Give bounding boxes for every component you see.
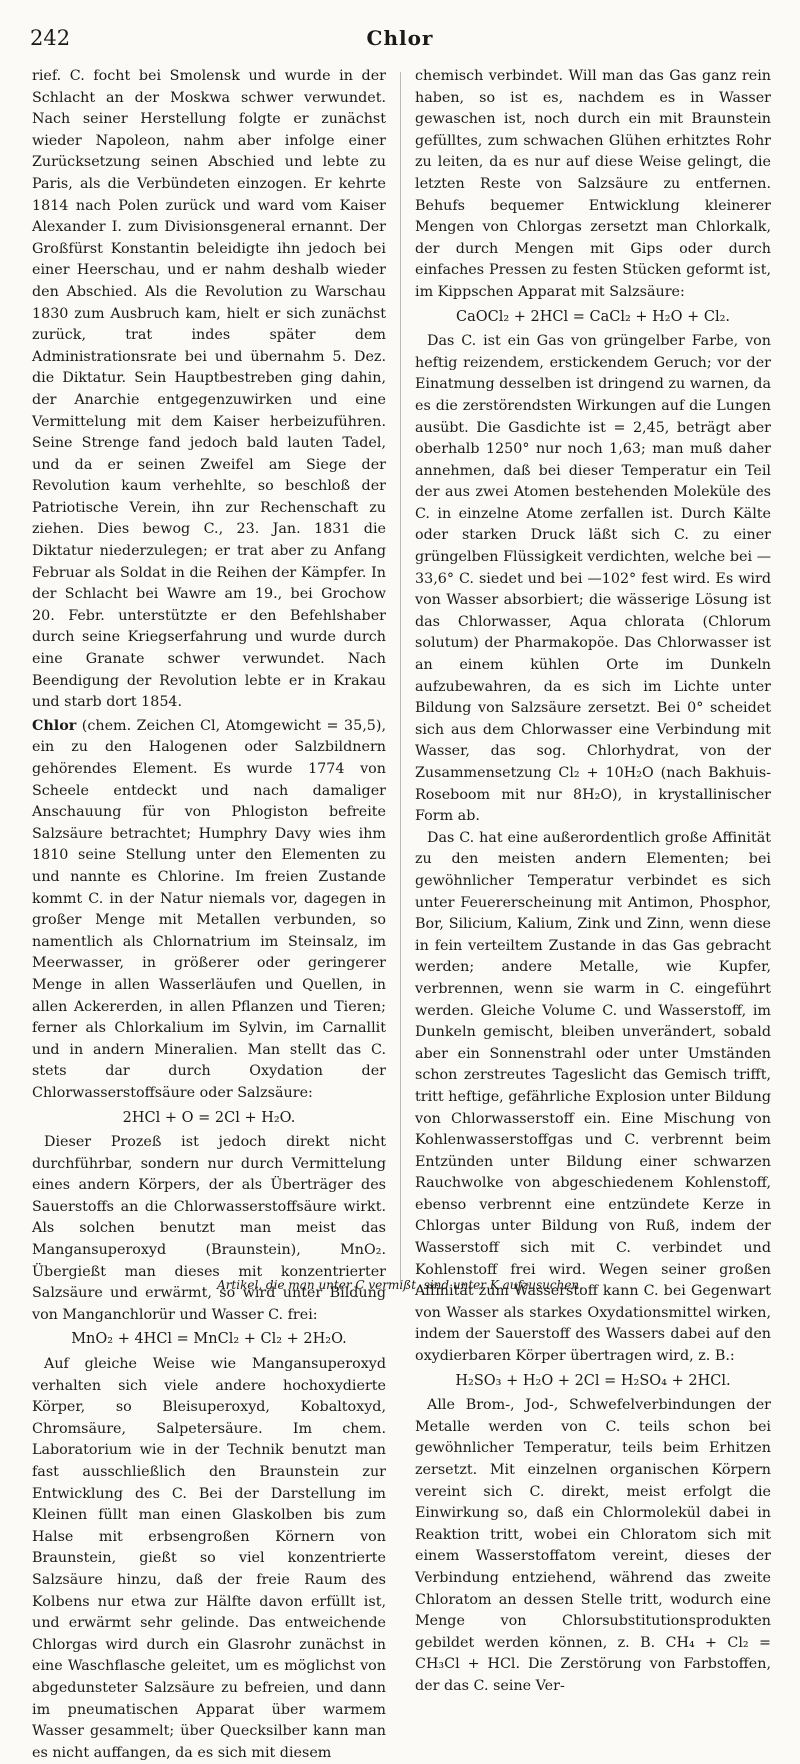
paragraph: rief. C. focht bei Smolensk und wurde in der Schlacht an der Moskwa schwer verwundet. Nach seiner Herstellung folgte er zunächst wieder Napoleon, nahm aber infolge einer Zurücksetzung seinen Abschied und lebte zu Paris, als die Verbündeten einzogen. Er kehrte 1814 nach Polen zurück und ward vom Kaiser Alexander I. zum Divisionsgeneral ernannt. Der Großfürst Konstantin beleidigte ihn jedoch bei einer Heerschau, und er nahm deshalb wieder den Abschied. Als die Revolution zu Warschau 1830 zum Ausbruch kam, hielt er sich zunächst zurück, trat indes später dem Administrationsrate bei und übernahm 5. Dez. die Diktatur. Sein Hauptbestreben ging dahin, der Anarchie entgegenzuwirken und eine Vermittelung mit dem Kaiser herbeizuführen. Seine Strenge fand jedoch bald lauten Tadel, und da er seinen Zweifel am Siege der Revolution kaum verhehlte, so beschloß der Patriotische Verein, ihn zur Rechenschaft zu ziehen. Dies bewog C., 23. Jan. 1831 die Diktatur niederzulegen; er trat aber zu Anfang Februar als Soldat in die Reihen der Kämpfer. In der Schlacht bei Wawre am 19., bei Grochow 20. Febr. unterstützte er den Befehlshaber durch seine Kriegserfahrung und wurde durch eine Granate schwer verwundet. Nach Beendigung der Revolution lebte er in Krakau und starb dort 1854. — [32, 68, 386, 711]
footer-note: Artikel, die man unter C vermißt, sind unter K aufzusuchen. — [217, 1278, 583, 1292]
paragraph: chemisch verbindet. Will man das Gas ganz rein haben, so ist es, nachdem es in Wasser gewaschen ist, noch durch ein mit Braunstein gefülltes, zum schwachen Glühen erhitztes Rohr zu leiten, da es nur auf diese Weise gelingt, die letzten Reste von Salzsäure zu entfernen. Behufs bequemer Entwicklung kleinerer Mengen von Chlorgas zersetzt man Chlorkalk, der durch Mengen mit Gips oder durch einfaches Pressen zu festen Stücken geformt ist, im Kippschen Apparat mit Salzsäure: — [415, 68, 771, 300]
formula: H₂SO₃ + H₂O + 2Cl = H₂SO₄ + 2HCl. — [455, 1372, 731, 1389]
paragraph: Auf gleiche Weise wie Mangansuperoxyd verhalten sich viele andere hochoxydierte Körper, so Bleisuperoxyd, Kobaltoxyd, Chromsäure, Salpetersäure. Im chem. Laboratorium wie in der Technik benutzt man fast ausschließlich den Braunstein zur Entwicklung des C. Bei der Darstellung im Kleinen füllt man einen Glaskolben bis zum Halse mit erbsengroßen Körnern von Braunstein, gießt so viel konzentrierte Salzsäure hinzu, daß der freie Raum des Kolbens nur etwa zur Hälfte davon erfüllt ist, und erwärmt sehr gelinde. Das entweichende Chlorgas wird durch ein Glasrohr zunächst in eine Waschflasche geleitet, um es möglichst von abgedunsteter Salzsäure zu befreien, und dann im pneumatischen Apparat über warmem Wasser gesammelt; über Quecksilber kann man es nicht auffangen, da es sich mit diesem — [32, 1356, 386, 1761]
column-divider — [400, 72, 401, 1282]
formula: MnO₂ + 4HCl = MnCl₂ + Cl₂ + 2H₂O. — [71, 1331, 347, 1348]
paragraph: Das C. hat eine außerordentlich große Affinität zu den meisten andern Elementen; bei gewöhnlicher Temperatur verbindet es sich unter Feuererscheinung mit Antimon, Phosphor, Bor, Silicium, Kalium, Zink und Zinn, wenn diese in fein verteiltem Zustande in das Gas gebracht werden; andere Metalle, wie Kupfer, verbrennen, wenn sie warm in C. eingeführt werden. Gleiche Volume C. und Wasserstoff, im Dunkeln gemischt, bleiben unverändert, sobald aber ein Sonnenstrahl oder unter Umständen schon zerstreutes Tageslicht das Gemisch trifft, tritt heftige, gefährliche Explosion unter Bildung von Chlorwasserstoff ein. Eine Mischung von Kohlenwasserstoffgas und C. verbrennt beim Entzünden unter Bildung einer schwarzen Rauchwolke von abgeschiedenem Kohlenstoff, ebenso verbrennt eine entzündete Kerze in Chlorgas unter Bildung von Ruß, indem der Wasserstoff sich mit C. verbindet und Kohlenstoff frei wird. Wegen seiner großen Affinität zum Wasserstoff kann C. bei Gegenwart von Wasser als starkes Oxydationsmittel wirken, indem der Sauerstoff des Wassers dabei auf den oxydierbaren Körper übertragen wird, z. B.: — [415, 829, 771, 1365]
entry-text: (chem. Zeichen Cl, Atomgewicht = 35,5), ein zu den Halogenen oder Salzbildnern gehörendes Element. Es wurde 1774 von Scheele entdeckt und nach damaliger Anschauung für von Phlogiston befreite Salzsäure betrachtet; Humphry Davy wies ihm 1810 seine Stellung unter den Elementen zu und nannte es Chlorine. Im freien Zustande kommt C. in der Natur niemals vor, dagegen in großer Menge mit Metallen verbunden, so namentlich als Chlornatrium im Steinsalz, im Meerwasser, in größerer oder geringerer Menge in allen Wasserläufen und Quellen, in allen Ackererden, in allen Pflanzen und Tieren; ferner als Chlorkalium im Sylvin, im Carnallit und in andern Mineralien. Man stellt das C. stets dar durch Oxydation der Chlorwasserstoffsäure oder Salzsäure: — [32, 717, 386, 1101]
paragraph: Dieser Prozeß ist jedoch direkt nicht durchführbar, sondern nur durch Vermittelung eines andern Körpers, der als Überträger des Sauerstoffs an die Chlorwasserstoffsäure wirkt. Als solchen benutzt man meist das Mangansuperoxyd (Braunstein), MnO₂. Übergießt man dieses mit konzentrierter Salzsäure und erwärmt, so wird unter Bildung von Manganchlorür und Wasser C. frei: — [32, 1134, 386, 1323]
page-header — [30, 26, 770, 56]
page-number: 242 — [30, 26, 71, 50]
formula: CaOCl₂ + 2HCl = CaCl₂ + H₂O + Cl₂. — [455, 308, 731, 325]
right-column — [415, 66, 771, 1698]
entry-paragraph — [32, 716, 386, 1105]
formula: 2HCl + O = 2Cl + H₂O. — [122, 1109, 296, 1126]
running-title: Chlor — [366, 26, 434, 50]
entry-headword: Chlor — [32, 717, 77, 734]
paragraph: Alle Brom-, Jod-, Schwefelverbindungen der Metalle werden von C. teils schon bei gewöhnlicher Temperatur, teils beim Erhitzen zersetzt. Mit einzelnen organischen Körpern vereint sich C. direkt, meist erfolgt die Einwirkung so, daß ein Chlormolekül dabei in Reaktion tritt, wobei ein Chloratom sich mit einem Wasserstoffatom vereint, dieses der Verbindung entziehend, während das zweite Chloratom an dessen Stelle tritt, wodurch eine Menge von Chlorsubstitutionsprodukten gebildet werden können, z. B. CH₄ + Cl₂ = CH₃Cl + HCl. Die Zerstörung von Farbstoffen, der das C. seine Ver- — [415, 1397, 771, 1694]
left-column — [32, 66, 386, 1764]
paragraph: Das C. ist ein Gas von grüngelber Farbe, von heftig reizendem, erstickendem Geruch; vor der Einatmung desselben ist dringend zu warnen, da es die zerstörendsten Wirkungen auf die Lungen ausübt. Die Gasdichte ist = 2,45, beträgt aber oberhalb 1250° nur noch 1,63; man muß daher annehmen, daß bei dieser Temperatur ein Teil der aus zwei Atomen bestehenden Moleküle des C. in einzelne Atome zerfallen ist. Durch Kälte oder starken Druck läßt sich C. zu einer grüngelben Flüssigkeit verdichten, welche bei —33,6° C. siedet und bei —102° fest wird. Es wird von Wasser absorbiert; die wässerige Lösung ist das Chlorwasser, Aqua chlorata (Chlorum solutum) der Pharmakopöe. Das Chlorwasser ist an einem kühlen Orte im Dunkeln aufzubewahren, da es sich im Lichte unter Bildung von Salzsäure zersetzt. Bei 0° scheidet sich aus dem Chlorwasser eine Verbindung mit Wasser, das sog. Chlorhydrat, von der Zusammensetzung Cl₂ + 10H₂O (nach Bakhuis-Roseboom mit nur 8H₂O), in krystallinischer Form ab. — [415, 333, 771, 825]
